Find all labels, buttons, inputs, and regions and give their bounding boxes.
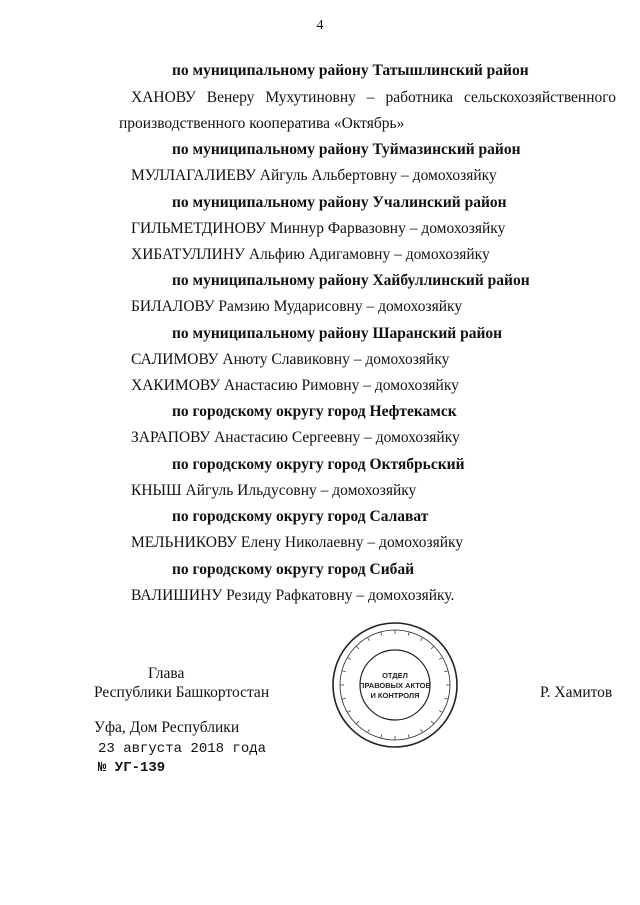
list-entry: ЗАРАПОВУ Анастасию Сергеевну – домохозяйку	[131, 429, 460, 446]
stamp-center-line3: И КОНТРОЛЯ	[370, 691, 420, 700]
section-heading: по муниципальному району Хайбуллинский район	[172, 272, 530, 289]
list-entry: МЕЛЬНИКОВУ Елену Николаевну – домохозяйку	[131, 534, 464, 551]
list-entry: БИЛАЛОВУ Рамзию Мударисовну – домохозяйку	[131, 298, 463, 315]
list-entry: ХАНОВУ Венеру Мухутиновну – работника сельскохозяйственного	[131, 89, 616, 106]
signing-date: 23 августа 2018 года	[98, 741, 267, 757]
section-heading: по муниципальному району Учалинский район	[172, 194, 507, 211]
section-heading: по городскому округу город Октябрьский	[172, 456, 465, 473]
stamp-center-line1: ОТДЕЛ	[382, 671, 408, 680]
list-entry: ХАКИМОВУ Анастасию Римовну – домохозяйку	[131, 377, 459, 394]
section-heading: по городскому округу город Салават	[172, 508, 429, 525]
section-heading: по муниципальному району Татышлинский район	[172, 62, 529, 79]
signing-place: Уфа, Дом Республики	[94, 719, 240, 736]
section-heading: по городскому округу город Сибай	[172, 561, 415, 578]
decree-number: № УГ-139	[98, 760, 166, 776]
list-entry: САЛИМОВУ Анюту Славиковну – домохозяйку	[131, 351, 450, 368]
signer-name: Р. Хамитов	[540, 684, 613, 701]
signer-title-line2: Республики Башкортостан	[94, 684, 270, 701]
list-entry: ХИБАТУЛЛИНУ Альфию Адигамовну – домохозяйку	[131, 246, 490, 263]
list-entry: ВАЛИШИНУ Резиду Рафкатовну – домохозяйку.	[131, 587, 455, 604]
section-heading: по городскому округу город Нефтекамск	[172, 403, 457, 420]
signer-title-line1: Глава	[148, 665, 185, 682]
list-entry-continuation: производственного кооператива «Октябрь»	[119, 115, 405, 132]
stamp-center-line2: ПРАВОВЫХ АКТОВ	[359, 681, 431, 690]
list-entry: КНЫШ Айгуль Ильдусовну – домохозяйку	[131, 482, 417, 499]
page-number: 4	[316, 18, 324, 33]
list-entry: ГИЛЬМЕТДИНОВУ Миннур Фарвазовну – домохозяйку	[131, 220, 506, 237]
list-entry: МУЛЛАГАЛИЕВУ Айгуль Альбертовну – домохозяйку	[131, 167, 497, 184]
official-stamp	[330, 620, 460, 750]
section-heading: по муниципальному району Туймазинский район	[172, 141, 521, 158]
section-heading: по муниципальному району Шаранский район	[172, 325, 503, 342]
